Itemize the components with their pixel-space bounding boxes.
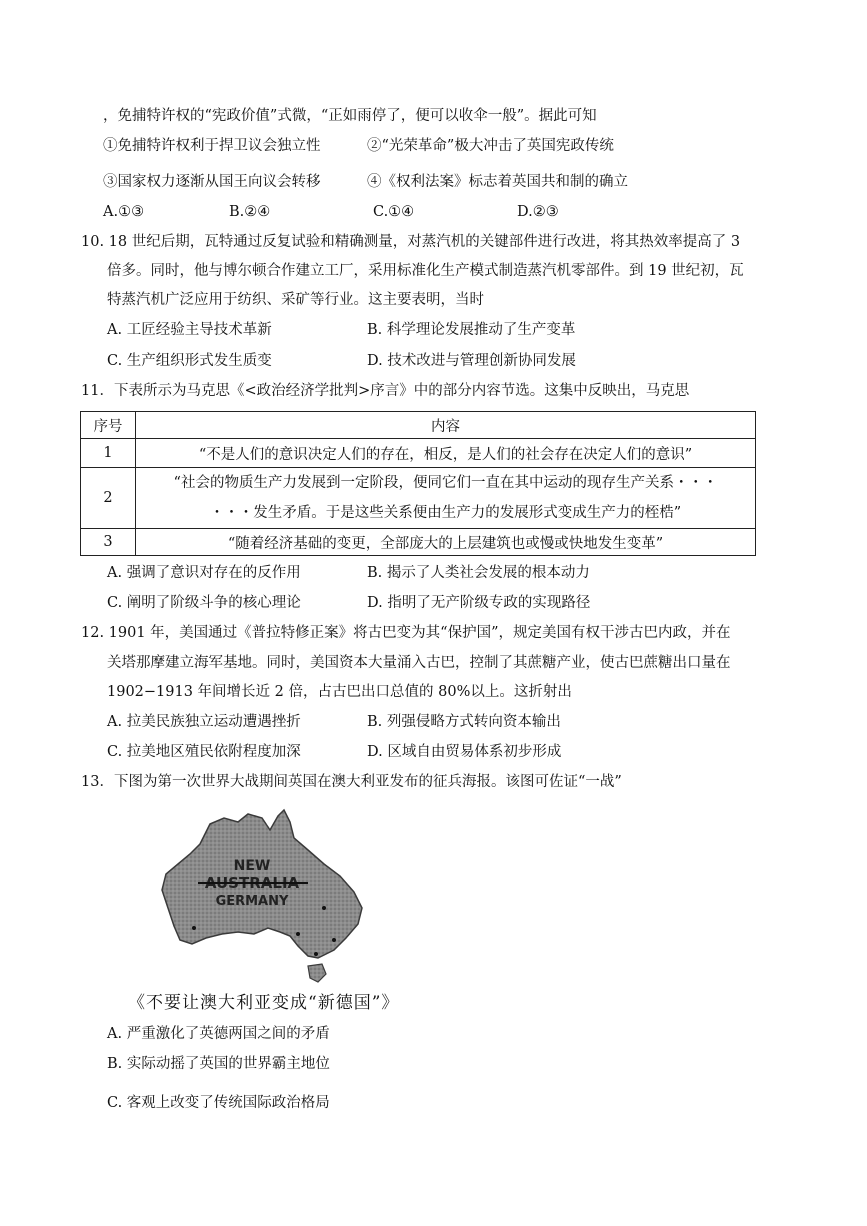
q11-stem: 11．下表所示为马克思《<政治经济学批判>序言》中的部分内容节选。这集中反映出，马克思	[81, 383, 690, 399]
q12-option-a: A. 拉美民族独立运动遭遇挫折	[107, 714, 301, 730]
table-row	[81, 439, 756, 468]
q13-stem: 13．下图为第一次世界大战期间英国在澳大利亚发布的征兵海报。该图可佐证“一战”	[81, 774, 622, 790]
q12-option-d: D. 区域自由贸易体系初步形成	[367, 744, 562, 760]
q9-item-2: ②“光荣革命”极大冲击了英国宪政传统	[367, 138, 614, 154]
q11-option-c: C. 阐明了阶级斗争的核心理论	[107, 595, 301, 611]
row-content-line-2: ・・・发生矛盾。于是这些关系便由生产力的发展形式变成生产力的桎梏”	[209, 505, 682, 521]
row-content	[136, 468, 756, 529]
row-number: 2	[81, 468, 136, 529]
header-content: 内容	[136, 412, 756, 439]
q9-item-1: ①免捕特许权利于捍卫议会独立性	[103, 138, 321, 154]
tasmania-shape	[308, 964, 326, 982]
q10-option-b: B. 科学理论发展推动了生产变革	[367, 322, 576, 338]
city-dot-icon	[314, 952, 318, 956]
header-number: 序号	[81, 412, 136, 439]
table-row	[81, 529, 756, 556]
q10-option-c: C. 生产组织形式发生质变	[107, 353, 272, 369]
q9-option-c: C.①④	[373, 204, 415, 220]
q12-stem-line-2: 关塔那摩建立海军基地。同时，美国资本大量涌入古巴，控制了其蔗糖产业，使古巴蔗糖出口量在	[107, 655, 731, 671]
row-number: 1	[81, 439, 136, 468]
q10-option-d: D. 技术改进与管理创新协同发展	[367, 353, 576, 369]
poster-word-new: NEW	[233, 858, 271, 874]
q10-stem-line-2: 倍多。同时，他与博尔顿合作建立工厂，采用标准化生产模式制造蒸汽机零部件。到 19 世纪初，瓦	[107, 263, 744, 279]
row-content: “随着经济基础的变更，全部庞大的上层建筑也或慢或快地发生变革”	[136, 529, 756, 556]
q9-item-3: ③国家权力逐渐从国王向议会转移	[103, 174, 321, 190]
q9-item-4: ④《权利法案》标志着英国共和制的确立	[367, 174, 628, 190]
city-dot-icon	[296, 932, 300, 936]
q9-option-a: A.①③	[103, 204, 145, 220]
q9-option-d: D.②③	[517, 204, 559, 220]
q11-option-d: D. 指明了无产阶级专政的实现路径	[367, 595, 591, 611]
q9-stem-tail: ，免捕特许权的“宪政价值”式微，“正如雨停了，便可以收伞一般”。据此可知	[103, 108, 597, 124]
australia-map-illustration	[158, 808, 368, 986]
table-header-row	[81, 412, 756, 439]
table-row	[81, 468, 756, 529]
q10-stem-line-1: 10. 18 世纪后期，瓦特通过反复试验和精确测量，对蒸汽机的关键部件进行改进，将其热效率提高了 3	[81, 234, 741, 250]
quote-table	[80, 411, 756, 556]
q13-option-b: B. 实际动摇了英国的世界霸主地位	[107, 1056, 330, 1072]
poster-word-australia: AUSTRALIA	[204, 874, 300, 892]
row-number: 3	[81, 529, 136, 556]
city-dot-icon	[192, 926, 196, 930]
city-dot-icon	[332, 938, 336, 942]
q11-option-a: A. 强调了意识对存在的反作用	[107, 565, 301, 581]
q12-stem-line-1: 12. 1901 年，美国通过《普拉特修正案》将古巴变为其“保护国”，规定美国有权干涉古巴内政，并在	[81, 625, 731, 641]
row-content-line-1: “社会的物质生产力发展到一定阶段，便同它们一直在其中运动的现存生产关系・・・	[173, 475, 718, 491]
q9-option-b: B.②④	[229, 204, 271, 220]
q10-option-a: A. 工匠经验主导技术革新	[107, 322, 272, 338]
poster-caption: 《不要让澳大利亚变成“新德国”》	[128, 993, 400, 1013]
row-content: “不是人们的意识决定人们的存在，相反，是人们的社会存在决定人们的意识”	[136, 439, 756, 468]
city-dot-icon	[322, 906, 326, 910]
q13-option-a: A. 严重激化了英德两国之间的矛盾	[107, 1026, 330, 1042]
q11-option-b: B. 揭示了人类社会发展的根本动力	[367, 565, 590, 581]
recruitment-poster-map	[158, 808, 368, 986]
q12-stem-line-3: 1902−1913 年间增长近 2 倍，占古巴出口总值的 80%以上。这折射出	[107, 684, 572, 700]
q13-option-c: C. 客观上改变了传统国际政治格局	[107, 1095, 330, 1111]
q12-option-b: B. 列强侵略方式转向资本输出	[367, 714, 561, 730]
q12-option-c: C. 拉美地区殖民依附程度加深	[107, 744, 301, 760]
q10-stem-line-3: 特蒸汽机广泛应用于纺织、采矿等行业。这主要表明，当时	[107, 292, 484, 308]
poster-word-germany: GERMANY	[215, 894, 289, 909]
